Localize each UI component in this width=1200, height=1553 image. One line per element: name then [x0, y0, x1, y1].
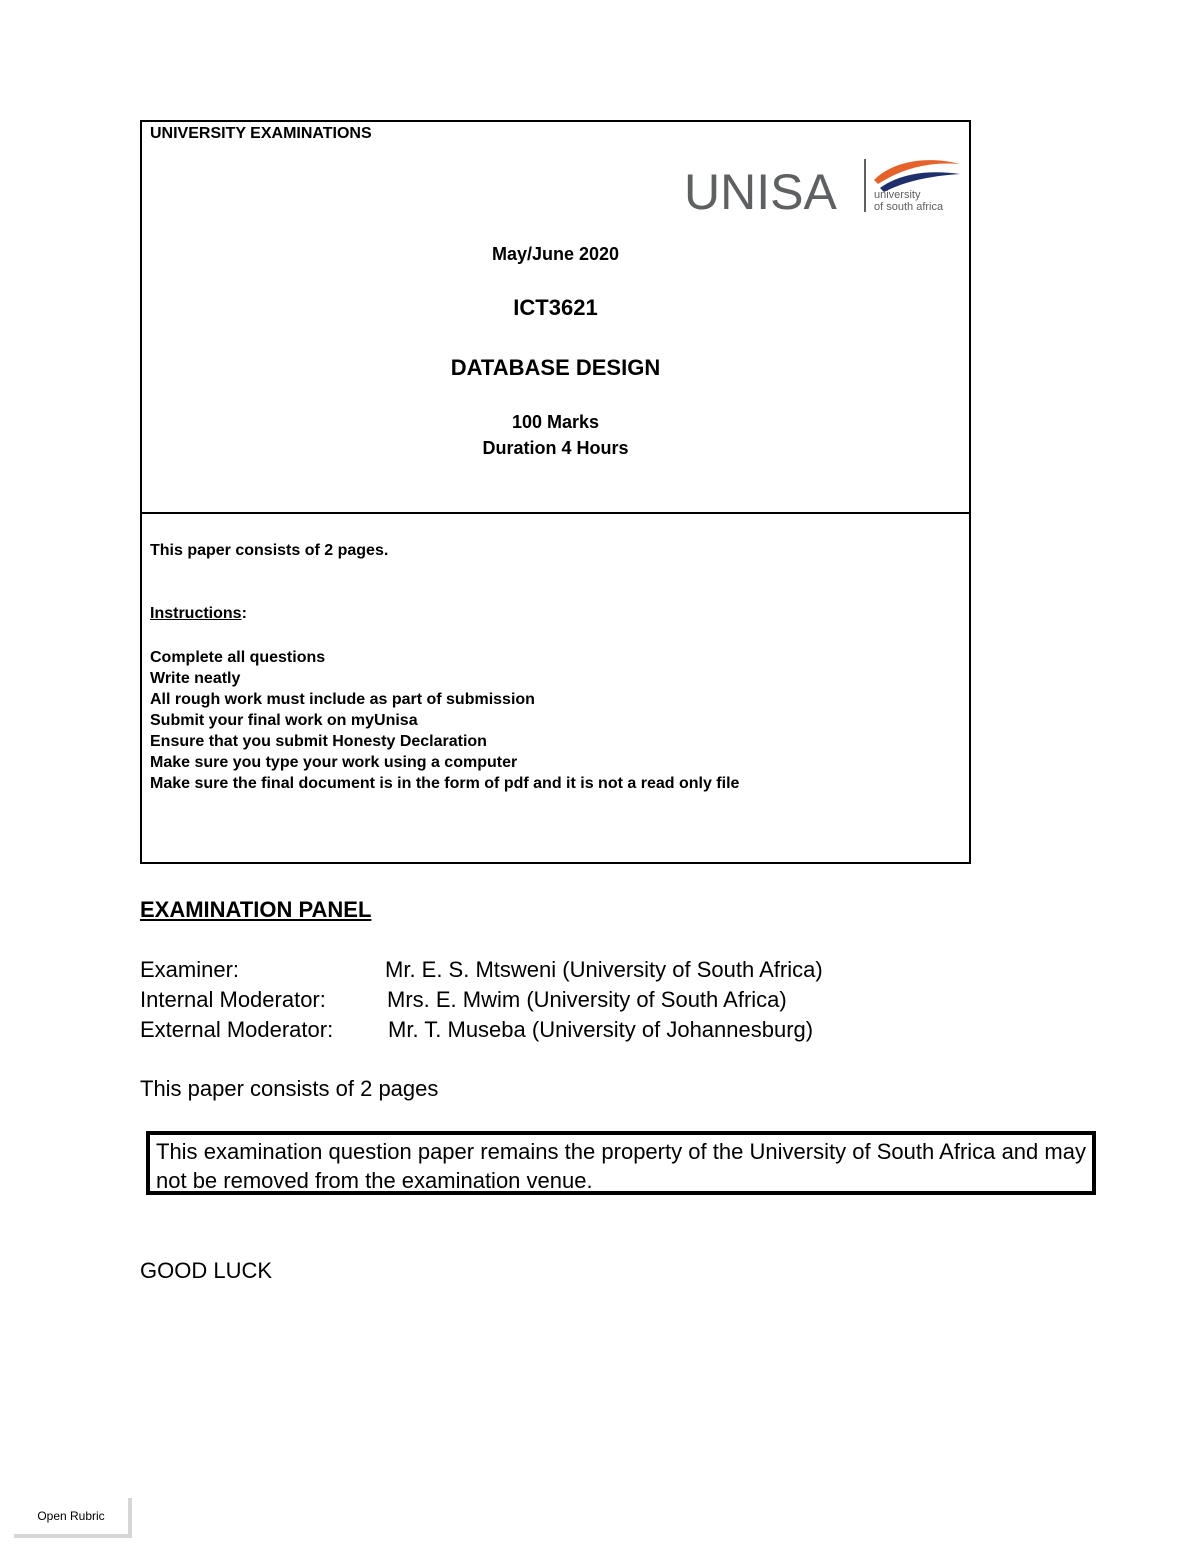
logo-tagline-line2: of south africa [874, 201, 944, 213]
instruction-item: Make sure you type your work using a computer [150, 754, 518, 771]
property-notice-box [146, 1131, 1096, 1195]
unisa-logo-graphic [684, 154, 964, 216]
panel-name: Mr. T. Museba (University of Johannesburg) [388, 1017, 814, 1042]
instruction-item: Ensure that you submit Honesty Declaration [150, 733, 487, 750]
instructions-heading-label: Instructions [150, 605, 242, 622]
university-examinations-label: UNIVERSITY EXAMINATIONS [150, 125, 372, 142]
logo-tagline-line1: university [874, 189, 921, 201]
panel-role: Internal Moderator: [140, 987, 326, 1012]
unisa-wordmark: UNISA [684, 164, 837, 216]
instructions-heading [150, 605, 247, 623]
module-code: ICT3621 [513, 295, 598, 320]
exam-session: May/June 2020 [491, 244, 620, 264]
instruction-item: All rough work must include as part of submission [150, 691, 535, 708]
pages-note: This paper consists of 2 pages [140, 1076, 439, 1101]
good-luck-text: GOOD LUCK [140, 1258, 273, 1283]
logo-orange-swoosh [874, 160, 960, 184]
paper-pages-note: This paper consists of 2 pages. [150, 542, 389, 559]
instruction-item: Complete all questions [150, 649, 326, 666]
instruction-item: Submit your final work on myUnisa [150, 712, 418, 729]
total-marks: 100 Marks [511, 412, 600, 432]
examination-panel-heading: EXAMINATION PANEL [140, 897, 372, 922]
exam-cover-header [142, 122, 969, 514]
panel-role: External Moderator: [140, 1017, 334, 1042]
panel-name: Mr. E. S. Mtsweni (University of South Africa) [385, 957, 823, 982]
instruction-item: Write neatly [150, 670, 241, 687]
instructions-heading-colon: : [241, 605, 247, 622]
property-notice-text: This examination question paper remains the property of the University of South Africa and may not be removed from the examination venue. [156, 1139, 1086, 1193]
panel-role: Examiner: [140, 957, 240, 982]
exam-cover-box [140, 120, 971, 864]
panel-name: Mrs. E. Mwim (University of South Africa) [387, 987, 787, 1012]
open-rubric-button[interactable]: Open Rubric [14, 1498, 132, 1538]
unisa-logo [684, 154, 964, 216]
module-title: DATABASE DESIGN [450, 355, 661, 380]
instructions-list [150, 647, 739, 794]
exam-duration: Duration 4 Hours [482, 438, 629, 458]
instruction-item: Make sure the final document is in the form of pdf and it is not a read only file [150, 775, 740, 792]
